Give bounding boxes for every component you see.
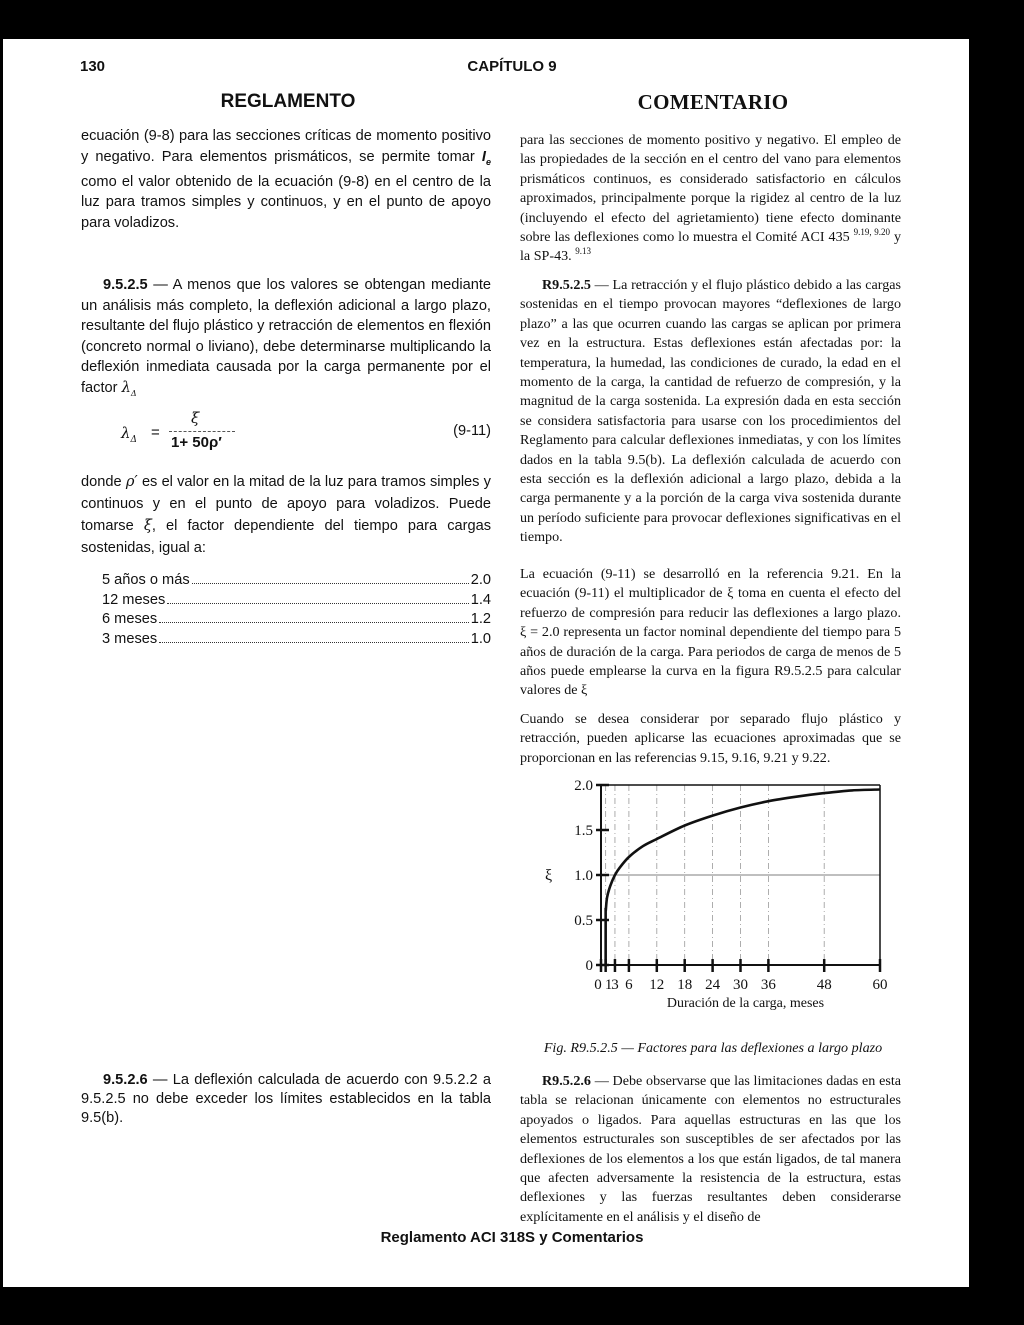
chart-grid (601, 785, 880, 965)
y-axis-label: ξ (545, 867, 553, 884)
section-number: 9.5.2.6 (103, 1072, 148, 1088)
leader-dots (159, 622, 469, 623)
duration-label: 5 años o más (102, 572, 190, 588)
y-tick-label: 1.0 (574, 868, 593, 884)
page-number: 130 (80, 58, 106, 75)
duration-label: 12 meses (102, 591, 166, 608)
xi-value: 1.0 (470, 630, 491, 647)
xi-duration-chart (533, 770, 903, 1030)
duration-label: 6 meses (102, 611, 158, 627)
leader-dots (192, 583, 469, 584)
section-number: R9.5.2.6 (542, 1073, 591, 1089)
chapter-title: CAPÍTULO 9 (467, 58, 557, 75)
xi-value: 1.2 (470, 611, 491, 627)
ie-symbol: $I_e$ (481, 148, 491, 167)
reglamento-heading: REGLAMENTO (220, 91, 356, 112)
equation-equals: = (151, 424, 160, 441)
lambda-symbol: $\lambda_\Delta$ (121, 378, 137, 398)
xi-values-table (102, 571, 491, 649)
comentario-paragraph-4: Cuando se desea considerar por separado flujo plástico y retracción, pueden aplicarse las ecuaciones aproximadas que se proporcionan en las referencias 9.15, 9.16, 9.21 y 9.22. (520, 711, 901, 766)
y-tick-label: 0.5 (574, 913, 593, 929)
y-tick-label: 2.0 (574, 778, 593, 794)
reference-superscript: 9.13 (575, 246, 591, 257)
x-tick-label: 1 (604, 977, 613, 993)
xi-symbol: ξ (143, 517, 152, 534)
page-footer: Reglamento ACI 318S y Comentarios (380, 1229, 644, 1246)
x-tick-label: 18 (677, 977, 693, 993)
equation-lhs: $\lambda_\Delta$ (121, 424, 138, 445)
x-tick-label: 24 (705, 977, 721, 993)
reference-superscript: 9.19, 9.20 (853, 227, 891, 238)
x-tick-label: 36 (760, 977, 776, 993)
y-tick-label: 0 (585, 958, 593, 974)
x-tick-label: 3 (611, 977, 619, 993)
reglamento-paragraph-1: ecuación (9-8) para las secciones críticas de momento positivo y negativo. Para elementos prismáticos, se permite tomar $I_e$ como el valor obtenido de la ecuación (9-8) en el centro de la luz para tramos simples y continuos, y en el punto de apoyo para voladizos. (81, 128, 491, 231)
x-tick-label: 12 (649, 977, 665, 993)
section-number: 9.5.2.5 (103, 277, 148, 293)
section-r9-5-2-5: R9.5.2.5 — La retracción y el flujo plástico debido a las cargas sostenidas en el tiempo provocan mayores “deflexiones de largo plazo” a las que ocurren cuando las cargas se aplican por primera vez en la estructura. Estas deflexiones están afectadas por: la temperatura, la humedad, las condiciones de curado, la edad en el momento de la carga, la cantidad de refuerzo de compresión, y la magnitud de la carga sostenida. La expresión dada en esta sección se considera satisfactoria para usarse con los procedimientos del Reglamento para calcular deflexiones inmediatas, y con los límites dados en la tabla 9.5(b). La deflexión calculada de acuerdo con esta sección es la deflexión adicional a largo plazo, debida a la carga permanente y a la porción de la carga viva sostenida durante un período suficiente para provocar deflexiones significativas en el tiempo. (520, 277, 901, 546)
section-r9-5-2-6: R9.5.2.6 — Debe observarse que las limitaciones dadas en esta tabla se relacionan únicamente con elementos no estructurales apoyados o ligados. Para aquellas estructuras en las que los elementos estructurales son susceptibles de ser afectados por las deflexiones de los elementos a los que están ligados, de tal manera que afecten adversamente la resistencia de la estructura, estas deflexiones y las fuerzas resultantes deben considerarse explícitamente en el análisis y el diseño de (520, 1073, 901, 1225)
duration-label: 3 meses (102, 630, 158, 647)
donde-paragraph: donde ρ′ es el valor en la mitad de la luz para tramos simples y continuos y en el punto de apoyo para voladizos. Puede tomarse ξ, el factor dependiente del tiempo para cargas sostenidas, igual a: (81, 473, 491, 556)
section-number: R9.5.2.5 (542, 277, 591, 293)
table-row (102, 571, 491, 591)
equation-tag: (9-11) (453, 423, 491, 439)
x-tick-label: 6 (625, 977, 633, 993)
equation-numerator: ξ (191, 409, 200, 427)
table-row (102, 591, 491, 611)
rho-symbol: ρ′ (125, 473, 138, 490)
x-tick-label: 60 (872, 977, 888, 993)
chart-ticks (596, 785, 880, 972)
fraction-bar (169, 431, 235, 432)
comentario-paragraph-1: para las secciones de momento positivo y negativo. El empleo de las propiedades de la sección en el centro del vano para elementos prismáticos continuos, es considerado satisfactorio en cálculos aproximados, principalmente porque la rigidez al centro de la luz (incluyendo el efecto del agrietamiento) tiene efecto dominante sobre las deflexiones como lo muestra el Comité ACI 435 $^{9.19, 9.20}$ y la SP-43. $^{9.13}$ (520, 132, 901, 265)
comentario-paragraph-3: La ecuación (9-11) se desarrolló en la referencia 9.21. En la ecuación (9-11) el multiplicador de ξ toma en cuenta el efecto del refuerzo de compresión para reducir las deflexiones a largo plazo. ξ = 2.0 representa un factor nominal dependiente del tiempo para 5 años de duración de la carga. Para periodos de carga de menos de 5 años puede emplearse la curva en la figura R9.5.2.5 para calcular valores de ξ (520, 566, 901, 699)
section-9-5-2-5: 9.5.2.5 — A menos que los valores se obtengan mediante un análisis más completo, la deflexión adicional a largo plazo, resultante del flujo plástico y retracción de elementos en flexión (concreto normal o liviano), debe determinarse multiplicando la deflexión inmediata causada por la carga permanente por el factor $\lambda_\Delta$ (81, 277, 491, 398)
figure-caption: Fig. R9.5.2.5 — Factores para las deflexiones a largo plazo (543, 1040, 883, 1056)
section-9-5-2-6: 9.5.2.6 — La deflexión calculada de acuerdo con 9.5.2.2 a 9.5.2.5 no debe exceder los límites establecidos en la tabla 9.5(b). (81, 1072, 491, 1126)
x-tick-label: 48 (816, 977, 832, 993)
xi-value: 2.0 (470, 572, 491, 588)
table-row (102, 630, 491, 650)
leader-dots (167, 603, 468, 604)
xi-value: 1.4 (470, 591, 491, 608)
table-row (102, 610, 491, 630)
comentario-heading: COMENTARIO (637, 90, 789, 114)
x-tick-label: 30 (733, 977, 748, 993)
equation-denominator: 1+ 50ρ′ (171, 434, 222, 451)
y-tick-label: 1.5 (574, 823, 593, 839)
document-page (3, 39, 969, 1287)
x-axis-label: Duración de la carga, meses (666, 996, 825, 1011)
leader-dots (159, 642, 469, 643)
equation-9-11 (121, 409, 491, 459)
series-line-xi (606, 790, 880, 966)
x-tick-label: 0 (594, 977, 602, 993)
